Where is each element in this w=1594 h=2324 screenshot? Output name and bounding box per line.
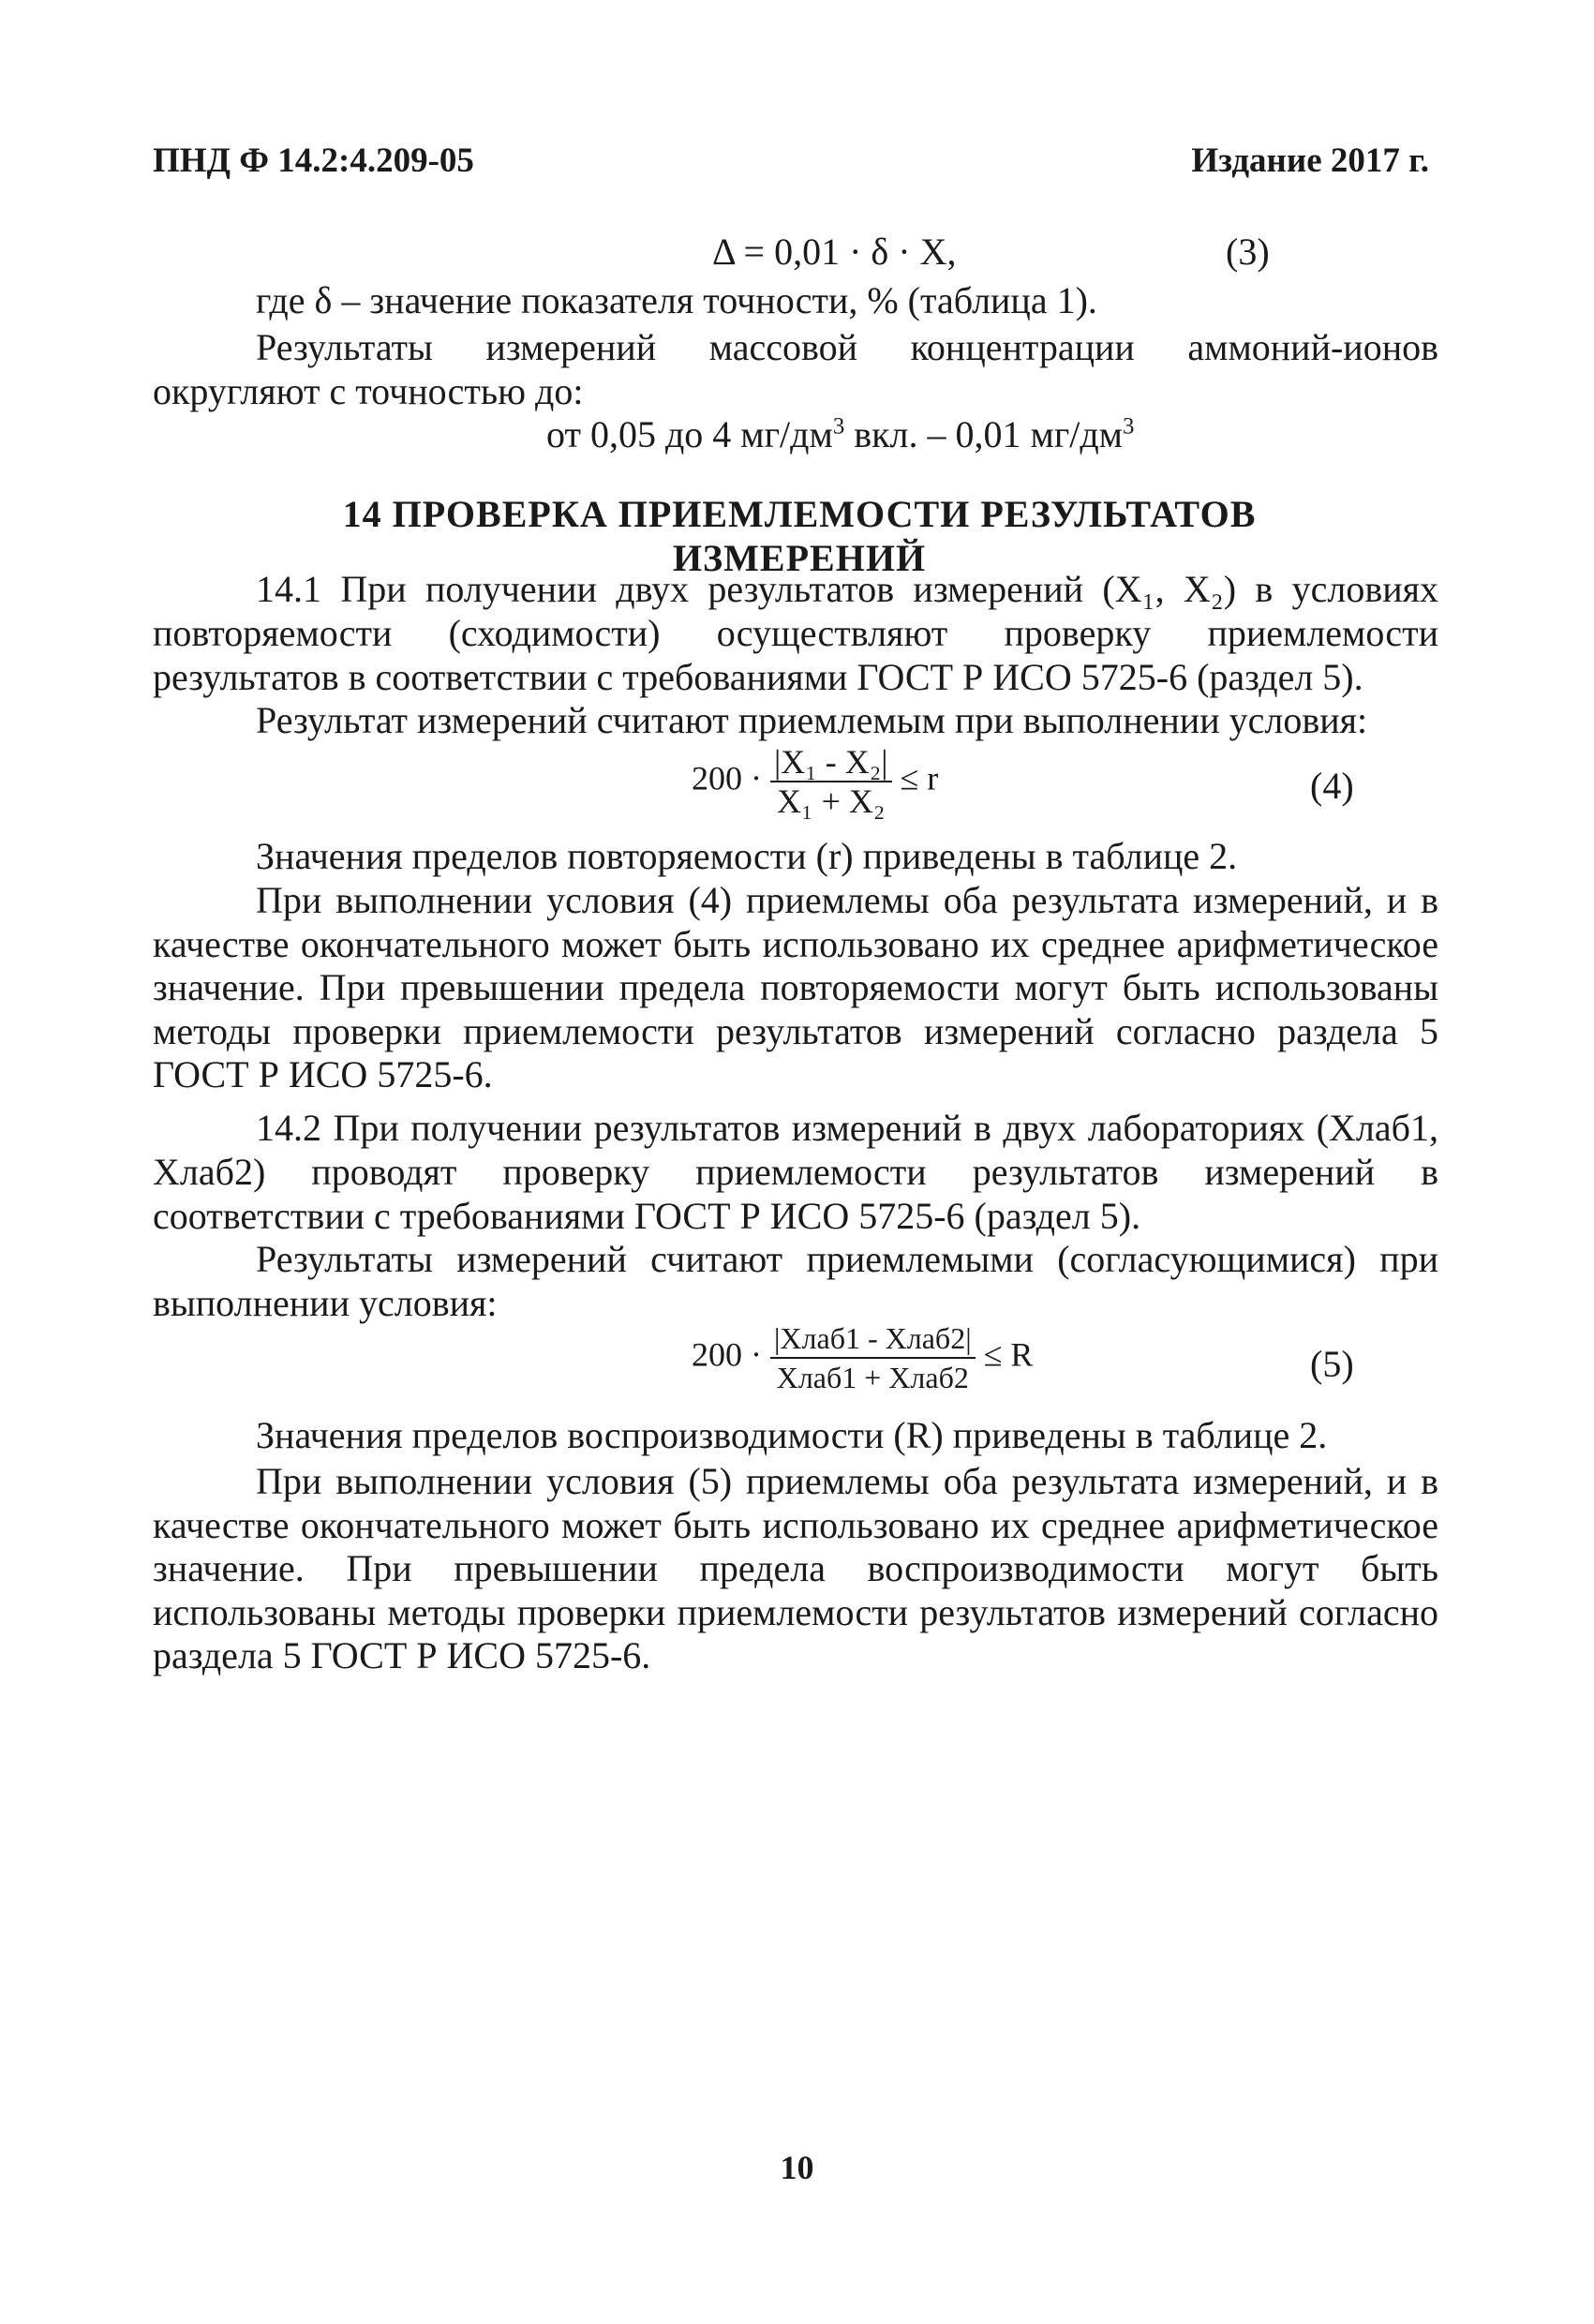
reproducibility-limits-note: Значения пределов воспроизводимости (R) приведены в таблице 2. [256, 1414, 1328, 1456]
clause-text-14-1: При получении двух результатов измерений (X₁, X₂) в условиях повторяемости (сходимости) осуществляют проверку приемлемости результатов в соответствии с требованиями ГОСТ Р ИСО 5725-6 (раздел 5). [153, 568, 1439, 698]
formula-4 [692, 745, 938, 818]
formula-4-denominator: X₁ + X₂ [777, 782, 886, 820]
clause-number-14-2: 14.2 [256, 1107, 321, 1149]
clause-number-14-1: 14.1 [256, 568, 321, 610]
paragraph-14-2 [153, 1106, 1438, 1238]
reproducibility-acceptance-paragraph: При выполнении условия (5) приемлемы оба результата измерений, и в качестве окончательного может быть использовано их среднее арифметическое значение. При превышении предела воспроизводимости могут быть использованы методы проверки приемлемости результатов измерений согласно раздела 5 ГОСТ Р ИСО 5725-6. [153, 1460, 1438, 1676]
formula-4-coefficient: 200 · [692, 759, 762, 797]
condition-4-intro: Результат измерений считают приемлемым при выполнении условия: [256, 699, 1368, 741]
formula-5-rhs: ≤ R [983, 1335, 1034, 1374]
formula-3-number: (3) [1226, 231, 1270, 273]
cube-superscript: 3 [832, 413, 845, 439]
rounding-rule-precision: вкл. – 0,01 мг/дм [844, 413, 1123, 455]
rounding-rule-range: от 0,05 до 4 мг/дм [546, 413, 833, 455]
rounding-rule [546, 412, 1134, 456]
cube-superscript: 3 [1123, 413, 1135, 439]
formula-5-number: (5) [1310, 1343, 1354, 1385]
repeatability-limits-note: Значения пределов повторяемости (r) приведены в таблице 2. [256, 835, 1238, 877]
paragraph-14-1 [153, 567, 1438, 699]
condition-5-intro: Результаты измерений считают приемлемыми (согласующимися) при выполнении условия: [153, 1238, 1438, 1324]
formula-3: Δ = 0,01 · δ · X, [712, 231, 957, 273]
formula-4-number: (4) [1310, 765, 1354, 807]
repeatability-acceptance-paragraph: При выполнении условия (4) приемлемы оба результата измерений, и в качестве окончательного может быть использовано их среднее арифметическое значение. При превышении предела повторяемости могут быть использованы методы проверки приемлемости результатов измерений согласно раздела 5 ГОСТ Р ИСО 5725-6. [153, 879, 1438, 1095]
formula-5-fraction [770, 1321, 976, 1394]
clause-text-14-2: При получении результатов измерений в двух лабораториях (Xлаб1, Xлаб2) проводят проверку приемлемости результатов измерений в соответствии с требованиями ГОСТ Р ИСО 5725-6 (раздел 5). [153, 1107, 1438, 1237]
formula-4-numerator: |X₁ - X₂| [770, 745, 892, 782]
formula-5 [692, 1321, 1033, 1394]
rounding-paragraph: Результаты измерений массовой концентрации аммоний-ионов округляют с точностью до: [153, 326, 1438, 412]
page-number: 10 [780, 2149, 814, 2186]
delta-definition: где δ – значение показателя точности, % (таблица 1). [256, 279, 1097, 321]
formula-5-coefficient: 200 · [692, 1335, 762, 1374]
document-code: ПНД Ф 14.2:4.209-05 [153, 142, 474, 180]
section-heading: 14 ПРОВЕРКА ПРИЕМЛЕМОСТИ РЕЗУЛЬТАТОВ ИЗМЕРЕНИЙ [342, 493, 1257, 579]
formula-5-denominator: Xлаб1 + Xлаб2 [776, 1361, 969, 1394]
formula-4-rhs: ≤ r [900, 759, 939, 797]
edition-label: Издание 2017 г. [1191, 142, 1429, 180]
formula-5-numerator: |Xлаб1 - Xлаб2| [770, 1321, 976, 1359]
formula-4-fraction [770, 745, 892, 818]
